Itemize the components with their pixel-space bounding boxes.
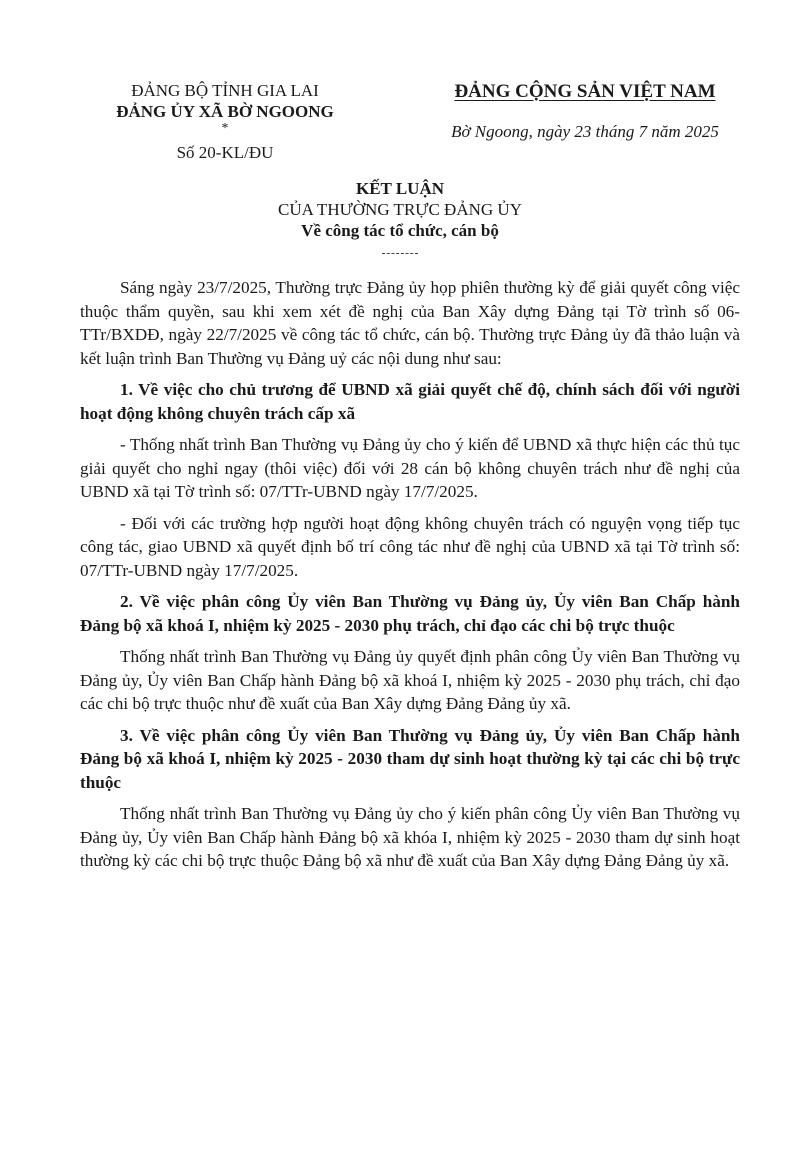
document-issuer: CỦA THƯỜNG TRỰC ĐẢNG ỦY — [278, 200, 522, 219]
party-header-block — [420, 80, 750, 142]
document-number: Số 20-KL/ĐU — [176, 143, 274, 162]
document-subject: Về công tác tổ chức, cán bộ — [301, 221, 499, 240]
document-title-block — [100, 178, 700, 254]
party-name: ĐẢNG CỘNG SẢN VIỆT NAM — [454, 81, 716, 102]
organization-name: ĐẢNG ỦY XÃ BỜ NGOONG — [116, 102, 334, 121]
document-body — [80, 276, 740, 881]
section-2-paragraph-1: Thống nhất trình Ban Thường vụ Đảng ủy quyết định phân công Ủy viên Ban Thường vụ Đảng ủy, Ủy viên Ban Chấp hành Đảng bộ xã khoá I, nhiệm kỳ 2025 - 2030 phụ trách, chỉ đạo các chi bộ trực thuộc như đề xuất của Ban Xây dựng Đảng Đảng ủy xã. — [80, 647, 740, 713]
section-3-paragraph-1: Thống nhất trình Ban Thường vụ Đảng ủy cho ý kiến phân công Ủy viên Ban Thường vụ Đảng ủy, Ủy viên Ban Chấp hành Đảng bộ xã khóa I, nhiệm kỳ 2025 - 2030 tham dự sinh hoạt thường kỳ các chi bộ trực thuộc Đảng bộ xã như đề xuất của Ban Xây dựng Đảng Đảng ủy xã. — [80, 804, 740, 870]
section-1-paragraph-2: - Đối với các trường hợp người hoạt động không chuyên trách có nguyện vọng tiếp tục công tác, giao UBND xã quyết định bố trí công tác như đề nghị của UBND xã tại Tờ trình số: 07/TTr-UBND ngày 17/7/2025. — [80, 513, 740, 580]
intro-paragraph: Sáng ngày 23/7/2025, Thường trực Đảng ủy họp phiên thường kỳ để giải quyết công việc thuộc thẩm quyền, sau khi xem xét đề nghị của Ban Xây dựng Đảng tại Tờ trình số 06-TTr/BXDĐ, ngày 22/7/2025 về công tác tổ chức, cán bộ. Thường trực Đảng ủy đã thảo luận và kết luận trình Ban Thường vụ Đảng uỷ các nội dung như sau: — [80, 278, 740, 368]
title-divider — [382, 253, 418, 254]
place-date: Bờ Ngoong, ngày 23 tháng 7 năm 2025 — [451, 122, 719, 141]
star-mark: * — [221, 121, 229, 136]
section-1-paragraph-1: - Thống nhất trình Ban Thường vụ Đảng ủy cho ý kiến để UBND xã thực hiện các thủ tục giải quyết cho nghỉ ngay (thôi việc) đối với 28 cán bộ không chuyên trách như đề nghị của UBND xã tại Tờ trình số: 07/TTr-UBND ngày 17/7/2025. — [80, 435, 740, 501]
parent-organization: ĐẢNG BỘ TỈNH GIA LAI — [131, 81, 319, 100]
section-3-heading: 3. Về việc phân công Ủy viên Ban Thường vụ Đảng ủy, Ủy viên Ban Chấp hành Đảng bộ xã khoá I, nhiệm kỳ 2025 - 2030 tham dự sinh hoạt thường kỳ tại các chi bộ trực thuộc — [80, 725, 740, 792]
section-2-heading: 2. Về việc phân công Ủy viên Ban Thường vụ Đảng ủy, Ủy viên Ban Chấp hành Đảng bộ xã khoá I, nhiệm kỳ 2025 - 2030 phụ trách, chỉ đạo các chi bộ trực thuộc — [80, 592, 740, 635]
issuing-organization-block — [80, 80, 370, 163]
section-1-heading: 1. Về việc cho chủ trương để UBND xã giải quyết chế độ, chính sách đối với người hoạt động không chuyên trách cấp xã — [80, 380, 740, 423]
document-type: KẾT LUẬN — [355, 179, 444, 198]
